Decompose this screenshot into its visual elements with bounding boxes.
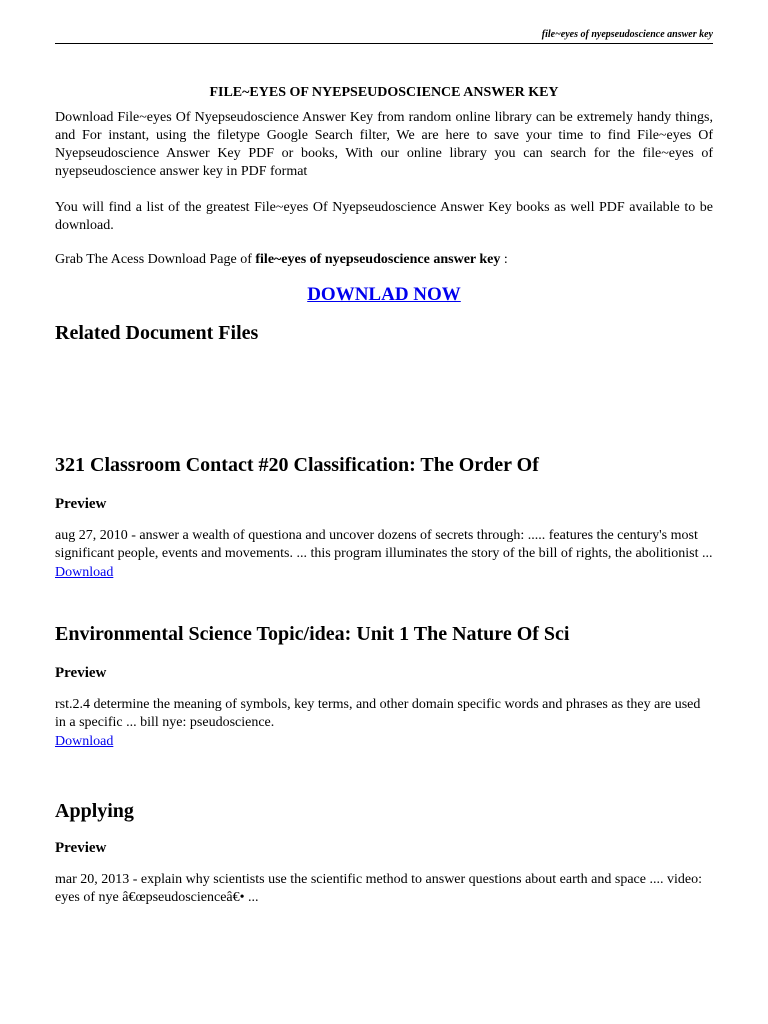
related-item-title: Applying	[55, 800, 134, 822]
related-item	[55, 453, 713, 582]
related-heading: Related Document Files	[55, 322, 259, 344]
preview-snippet: mar 20, 2013 - explain why scientists use the scientific method to answer questions about earth and space .... video: eyes of nye â€œpseudoscienceâ€• ...	[55, 872, 702, 905]
related-item	[55, 622, 713, 751]
related-item-title: 321 Classroom Contact #20 Classification: The Order Of	[55, 454, 539, 476]
grab-prefix: Grab The Acess Download Page of	[55, 252, 256, 267]
running-header: file~eyes of nyepseudoscience answer key	[55, 29, 713, 44]
main-content	[55, 84, 713, 947]
preview-snippet: aug 27, 2010 - answer a wealth of questiona and uncover dozens of secrets through: ..... features the century's most significant people, events and movements. ... this program illuminates the story of the bill of rights, the abolitionist ...	[55, 528, 713, 561]
grab-keyword: file~eyes of nyepseudoscience answer key	[255, 252, 501, 267]
download-now-link[interactable]: DOWNLAD NOW	[307, 284, 461, 305]
download-link[interactable]: Download	[55, 734, 114, 749]
grab-paragraph	[55, 251, 713, 269]
grab-suffix: :	[500, 252, 508, 267]
page-title: FILE~EYES OF NYEPSEUDOSCIENCE ANSWER KEY	[209, 85, 559, 100]
preview-label: Preview	[55, 496, 107, 512]
related-item-title: Environmental Science Topic/idea: Unit 1 The Nature Of Sci	[55, 623, 570, 645]
preview-label: Preview	[55, 840, 107, 856]
intro-paragraph: Download File~eyes Of Nyepseudoscience Answer Key from random online library can be extremely handy things, and For instant, using the filetype Google Search filter, We are here to save your time to find File~eyes Of Nyepseudoscience Answer Key PDF or books, With our online library you can search for the file~eyes of nyepseudoscience answer key in PDF format	[55, 110, 713, 179]
preview-snippet: rst.2.4 determine the meaning of symbols, key terms, and other domain specific words and phrases as they are used in a specific ... bill nye: pseudoscience.	[55, 697, 701, 730]
list-paragraph: You will find a list of the greatest File~eyes Of Nyepseudoscience Answer Key books as well PDF available to be download.	[55, 200, 713, 233]
preview-label: Preview	[55, 665, 107, 681]
download-link[interactable]: Download	[55, 565, 114, 580]
related-item	[55, 799, 713, 907]
